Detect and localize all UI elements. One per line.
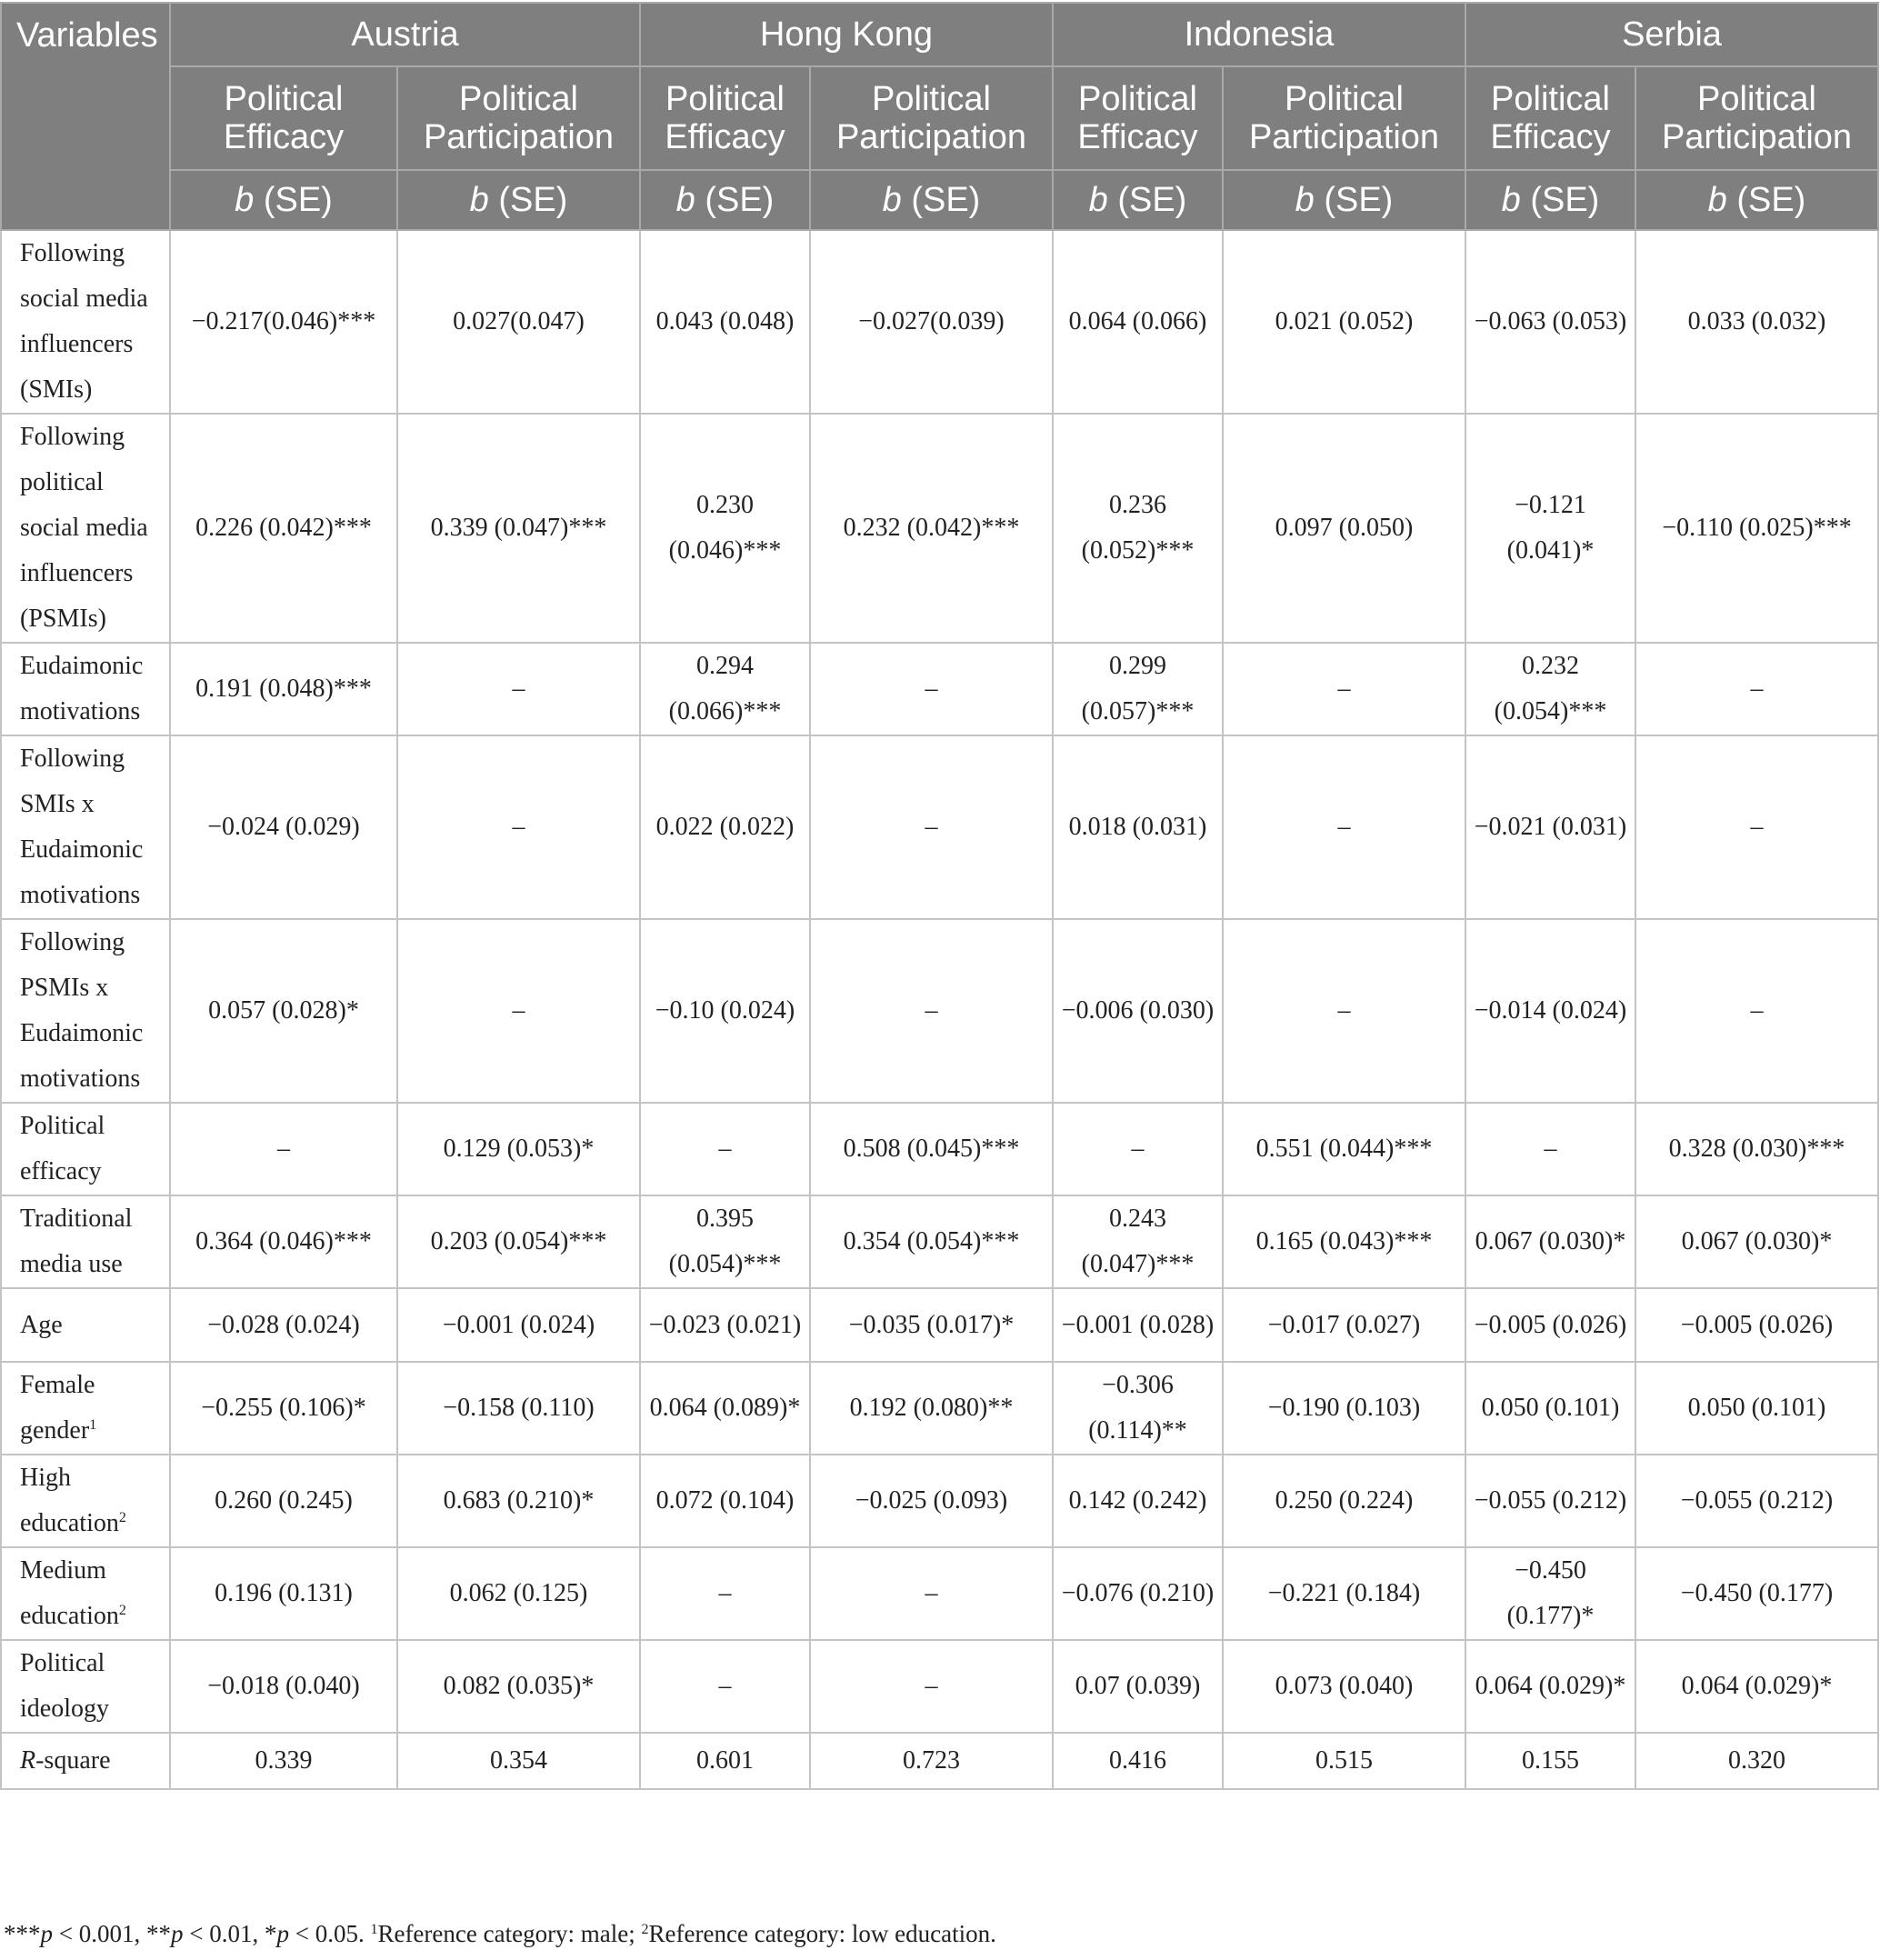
table-cell: 0.294 (0.066)***: [640, 643, 810, 735]
table-cell: −0.021 (0.031): [1465, 735, 1635, 919]
stat-header-b: b: [882, 181, 902, 219]
row-label: [1, 230, 170, 414]
note-threshold-1: < 0.001,: [53, 1920, 146, 1947]
note-stars-1: ***: [4, 1920, 41, 1947]
table-cell: −0.006 (0.030): [1053, 919, 1223, 1103]
header-row-statistics: [1, 170, 1878, 230]
note-footnote-2: Reference category: low education.: [648, 1920, 996, 1947]
table-cell: −0.024 (0.029): [170, 735, 397, 919]
table-cell: −0.110 (0.025)***: [1635, 414, 1878, 643]
table-cell: 0.364 (0.046)***: [170, 1195, 397, 1288]
table-row: [1, 1195, 1878, 1288]
table-row: [1, 643, 1878, 735]
table-cell: −0.001 (0.024): [397, 1288, 640, 1362]
header-row-countries: [1, 3, 1878, 66]
stat-header-b: b: [675, 181, 695, 219]
table-cell: 0.601: [640, 1733, 810, 1789]
table-cell: 0.339 (0.047)***: [397, 414, 640, 643]
table-row: [1, 919, 1878, 1103]
table-cell: 0.395 (0.054)***: [640, 1195, 810, 1288]
table-body: [1, 230, 1878, 1789]
stat-header: [397, 170, 640, 230]
stat-header-se: (SE): [488, 181, 568, 219]
stat-header-se: (SE): [1726, 181, 1806, 219]
outcome-header: Political Participation: [1223, 66, 1465, 170]
table-row: [1, 1362, 1878, 1455]
regression-table: [0, 2, 1879, 1790]
table-cell: 0.191 (0.048)***: [170, 643, 397, 735]
table-cell: 0.064 (0.089)*: [640, 1362, 810, 1455]
row-label: [1, 1547, 170, 1640]
country-header-hong-kong: Hong Kong: [640, 3, 1053, 66]
footnote-marker: 2: [118, 1603, 126, 1618]
table-cell: –: [1223, 643, 1465, 735]
table-cell: −0.055 (0.212): [1635, 1455, 1878, 1547]
table-cell: 0.354: [397, 1733, 640, 1789]
outcome-header: Political Efficacy: [170, 66, 397, 170]
table-cell: −0.027(0.039): [810, 230, 1053, 414]
row-label: [1, 414, 170, 643]
country-header-serbia: Serbia: [1465, 3, 1878, 66]
table-row-rsquare: [1, 1733, 1878, 1789]
table-cell: 0.354 (0.054)***: [810, 1195, 1053, 1288]
row-label-text: Traditional media use: [20, 1205, 133, 1278]
stat-header: [810, 170, 1053, 230]
row-label-text: Following SMIs x Eudaimonic motivations: [20, 745, 144, 909]
table-cell: 0.022 (0.022): [640, 735, 810, 919]
row-label-text: Political efficacy: [20, 1112, 105, 1185]
stat-header-se: (SE): [1314, 181, 1394, 219]
table-cell: 0.155: [1465, 1733, 1635, 1789]
table-cell: 0.320: [1635, 1733, 1878, 1789]
note-threshold-3: < 0.05.: [288, 1920, 371, 1947]
table-cell: −0.014 (0.024): [1465, 919, 1635, 1103]
row-label-text: Female gender: [20, 1371, 95, 1445]
stat-header-b: b: [1707, 181, 1727, 219]
row-label-text: Medium education: [20, 1556, 119, 1630]
note-p-1: p: [40, 1920, 53, 1947]
table-cell: 0.236 (0.052)***: [1053, 414, 1223, 643]
table-cell: –: [640, 1103, 810, 1195]
outcome-header: Political Efficacy: [1053, 66, 1223, 170]
table-cell: –: [1053, 1103, 1223, 1195]
country-header-austria: Austria: [170, 3, 640, 66]
stat-header: [640, 170, 810, 230]
table-cell: –: [640, 1640, 810, 1733]
table-cell: 0.416: [1053, 1733, 1223, 1789]
table-row: [1, 1288, 1878, 1362]
table-cell: −0.025 (0.093): [810, 1455, 1053, 1547]
outcome-header: Political Participation: [1635, 66, 1878, 170]
table-cell: −0.005 (0.026): [1635, 1288, 1878, 1362]
row-label-text: Political ideology: [20, 1649, 109, 1723]
outcome-header: Political Participation: [397, 66, 640, 170]
row-label-text: High education: [20, 1464, 119, 1537]
table-cell: −0.017 (0.027): [1223, 1288, 1465, 1362]
stat-header-b: b: [469, 181, 489, 219]
table-cell: 0.07 (0.039): [1053, 1640, 1223, 1733]
note-stars-2: **: [145, 1920, 171, 1947]
table-row: [1, 735, 1878, 919]
table-cell: 0.260 (0.245): [170, 1455, 397, 1547]
row-label: [1, 1733, 170, 1789]
table-cell: 0.062 (0.125): [397, 1547, 640, 1640]
row-label: [1, 1288, 170, 1362]
table-cell: −0.217(0.046)***: [170, 230, 397, 414]
note-footnote-mark-1: 1: [370, 1922, 378, 1937]
table-cell: 0.050 (0.101): [1465, 1362, 1635, 1455]
table-cell: 0.064 (0.029)*: [1635, 1640, 1878, 1733]
table-cell: –: [640, 1547, 810, 1640]
rsquare-label-rest: -square: [35, 1746, 111, 1775]
row-label-text: Eudaimonic motivations: [20, 652, 144, 725]
table-cell: –: [810, 643, 1053, 735]
stat-header: [170, 170, 397, 230]
table-row: [1, 1455, 1878, 1547]
table-cell: 0.073 (0.040): [1223, 1640, 1465, 1733]
table-cell: −0.10 (0.024): [640, 919, 810, 1103]
row-label: [1, 735, 170, 919]
table-cell: −0.450 (0.177): [1635, 1547, 1878, 1640]
stat-header-se: (SE): [1520, 181, 1600, 219]
table-cell: –: [1635, 643, 1878, 735]
table-cell: 0.508 (0.045)***: [810, 1103, 1053, 1195]
table-header: [1, 3, 1878, 230]
table-cell: –: [170, 1103, 397, 1195]
table-cell: –: [397, 919, 640, 1103]
table-cell: –: [1465, 1103, 1635, 1195]
table-cell: −0.028 (0.024): [170, 1288, 397, 1362]
table-cell: –: [810, 1547, 1053, 1640]
note-threshold-2: < 0.01,: [183, 1920, 265, 1947]
stat-header-se: (SE): [1107, 181, 1187, 219]
table-cell: −0.035 (0.017)*: [810, 1288, 1053, 1362]
outcome-header: Political Efficacy: [1465, 66, 1635, 170]
table-cell: −0.063 (0.053): [1465, 230, 1635, 414]
table-cell: −0.306 (0.114)**: [1053, 1362, 1223, 1455]
footnote-marker: 2: [118, 1510, 126, 1525]
table-cell: 0.018 (0.031): [1053, 735, 1223, 919]
note-p-3: p: [276, 1920, 289, 1947]
row-label: [1, 643, 170, 735]
table-cell: 0.203 (0.054)***: [397, 1195, 640, 1288]
table-cell: −0.001 (0.028): [1053, 1288, 1223, 1362]
table-cell: 0.072 (0.104): [640, 1455, 810, 1547]
table-cell: 0.021 (0.052): [1223, 230, 1465, 414]
note-stars-3: *: [264, 1920, 277, 1947]
row-label: [1, 1103, 170, 1195]
table-cell: –: [1635, 735, 1878, 919]
table-cell: 0.232 (0.042)***: [810, 414, 1053, 643]
table-cell: –: [810, 1640, 1053, 1733]
table-cell: 0.230 (0.046)***: [640, 414, 810, 643]
stat-header-b: b: [1088, 181, 1108, 219]
table-cell: 0.339: [170, 1733, 397, 1789]
row-label-text: Age: [20, 1310, 63, 1339]
table-cell: −0.055 (0.212): [1465, 1455, 1635, 1547]
table-cell: 0.723: [810, 1733, 1053, 1789]
footnote-marker: 1: [89, 1417, 97, 1433]
stat-header: [1223, 170, 1465, 230]
table-cell: −0.076 (0.210): [1053, 1547, 1223, 1640]
table-cell: −0.158 (0.110): [397, 1362, 640, 1455]
table-cell: −0.023 (0.021): [640, 1288, 810, 1362]
table-row: [1, 1103, 1878, 1195]
table-cell: –: [810, 735, 1053, 919]
table-cell: –: [397, 643, 640, 735]
table-cell: 0.232 (0.054)***: [1465, 643, 1635, 735]
table-cell: 0.226 (0.042)***: [170, 414, 397, 643]
table-cell: 0.192 (0.080)**: [810, 1362, 1053, 1455]
table-cell: −0.221 (0.184): [1223, 1547, 1465, 1640]
header-row-outcomes: [1, 66, 1878, 170]
note-p-2: p: [170, 1920, 184, 1947]
table-cell: 0.064 (0.029)*: [1465, 1640, 1635, 1733]
row-label: [1, 919, 170, 1103]
table-cell: 0.067 (0.030)*: [1465, 1195, 1635, 1288]
table-cell: −0.018 (0.040): [170, 1640, 397, 1733]
variables-header: Variables: [1, 3, 170, 230]
table-cell: 0.064 (0.066): [1053, 230, 1223, 414]
table-cell: 0.328 (0.030)***: [1635, 1103, 1878, 1195]
stat-header-se: (SE): [254, 181, 333, 219]
stat-header: [1465, 170, 1635, 230]
row-label: [1, 1455, 170, 1547]
outcome-header: Political Participation: [810, 66, 1053, 170]
note-footnote-1: Reference category: male;: [377, 1920, 642, 1947]
table-row: [1, 1547, 1878, 1640]
rsquare-label-r: R: [20, 1746, 36, 1775]
row-label-text: Following social media influencers (SMIs): [20, 239, 148, 404]
table-cell: 0.551 (0.044)***: [1223, 1103, 1465, 1195]
table-cell: 0.082 (0.035)*: [397, 1640, 640, 1733]
row-label: [1, 1195, 170, 1288]
table-cell: –: [1223, 919, 1465, 1103]
note-footnote-mark-2: 2: [641, 1922, 649, 1937]
table-cell: 0.043 (0.048): [640, 230, 810, 414]
table-cell: 0.097 (0.050): [1223, 414, 1465, 643]
stat-header: [1053, 170, 1223, 230]
table-cell: 0.165 (0.043)***: [1223, 1195, 1465, 1288]
table-cell: 0.027(0.047): [397, 230, 640, 414]
stat-header-se: (SE): [901, 181, 981, 219]
table-row: [1, 414, 1878, 643]
table-cell: 0.243 (0.047)***: [1053, 1195, 1223, 1288]
table-footnote: [4, 1920, 996, 1948]
table-row: [1, 230, 1878, 414]
table-cell: 0.050 (0.101): [1635, 1362, 1878, 1455]
row-label: [1, 1362, 170, 1455]
stat-header-b: b: [1295, 181, 1315, 219]
table-cell: –: [1635, 919, 1878, 1103]
stat-header-b: b: [235, 181, 255, 219]
table-cell: 0.142 (0.242): [1053, 1455, 1223, 1547]
table-cell: 0.057 (0.028)*: [170, 919, 397, 1103]
stat-header-se: (SE): [695, 181, 775, 219]
table-cell: 0.299 (0.057)***: [1053, 643, 1223, 735]
table-cell: –: [397, 735, 640, 919]
row-label-text: Following political social media influencers (PSMIs): [20, 423, 148, 633]
table-cell: −0.450 (0.177)*: [1465, 1547, 1635, 1640]
row-label: [1, 1640, 170, 1733]
table-cell: −0.190 (0.103): [1223, 1362, 1465, 1455]
table-cell: 0.196 (0.131): [170, 1547, 397, 1640]
country-header-indonesia: Indonesia: [1053, 3, 1465, 66]
table-cell: –: [1223, 735, 1465, 919]
table-cell: 0.515: [1223, 1733, 1465, 1789]
outcome-header: Political Efficacy: [640, 66, 810, 170]
table-cell: −0.121 (0.041)*: [1465, 414, 1635, 643]
table-cell: −0.005 (0.026): [1465, 1288, 1635, 1362]
table-cell: −0.255 (0.106)*: [170, 1362, 397, 1455]
row-label-text: Following PSMIs x Eudaimonic motivations: [20, 928, 144, 1093]
stat-header: [1635, 170, 1878, 230]
table-cell: 0.129 (0.053)*: [397, 1103, 640, 1195]
table-cell: 0.033 (0.032): [1635, 230, 1878, 414]
table-row: [1, 1640, 1878, 1733]
table-cell: 0.250 (0.224): [1223, 1455, 1465, 1547]
table-cell: –: [810, 919, 1053, 1103]
stat-header-b: b: [1501, 181, 1521, 219]
table-cell: 0.683 (0.210)*: [397, 1455, 640, 1547]
table-cell: 0.067 (0.030)*: [1635, 1195, 1878, 1288]
